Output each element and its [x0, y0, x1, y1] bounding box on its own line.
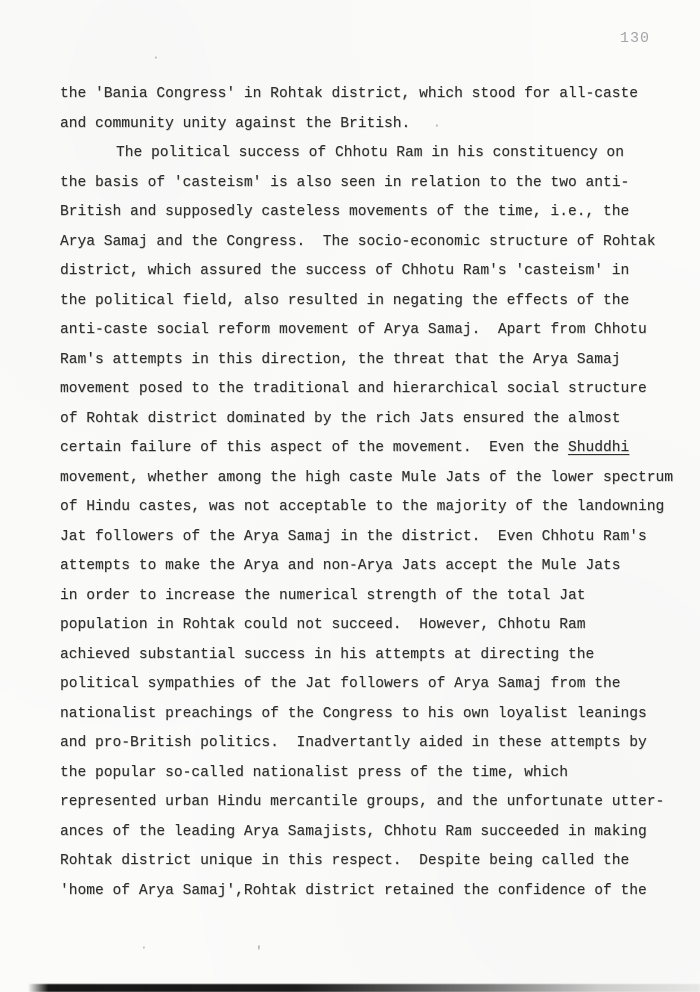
scan-speck-artifact: · — [152, 50, 160, 65]
text-line: achieved substantial success in his attempts at directing the — [60, 646, 595, 663]
text-line: Arya Samaj and the Congress. The socio-economic structure of Rohtak — [60, 233, 656, 250]
text-line: nationalist preachings of the Congress to his own loyalist leanings — [60, 705, 647, 722]
text-line: the political field, also resulted in negating the effects of the — [60, 292, 630, 309]
text-line: 'home of Arya Samaj',Rohtak district retained the confidence of the — [60, 882, 647, 899]
page-number: 130 — [619, 30, 650, 47]
scan-edge-shadow — [28, 984, 700, 992]
text-line: of Rohtak district dominated by the rich Jats ensured the almost — [60, 410, 621, 427]
text-line: district, which assured the success of Chhotu Ram's 'casteism' in — [60, 263, 630, 279]
text-line: movement, whether among the high caste Mule Jats of the lower spectrum — [60, 469, 674, 486]
text-line: the popular so-called nationalist press of the time, which — [60, 764, 568, 781]
underlined-term: Shuddhi — [567, 440, 630, 456]
text-line: attempts to make the Arya and non-Arya Jats accept the Mule Jats — [60, 558, 621, 574]
text-line: Jat followers of the Arya Samaj in the district. Even Chhotu Ram's — [60, 528, 647, 545]
text-line: and pro-British politics. Inadvertantly aided in these attempts by — [60, 735, 647, 751]
text-line: in order to increase the numerical strength of the total Jat — [60, 587, 586, 604]
scan-speck-artifact: ' — [255, 944, 263, 959]
text-line: represented urban Hindu mercantile groups, and the unfortunate utter- — [60, 794, 665, 810]
text-line: The political success of Chhotu Ram in his constituency on — [116, 145, 624, 161]
text-line: ances of the leading Arya Samajists, Chhotu Ram succeeded in making — [60, 823, 647, 840]
text-line: and community unity against the British. — [60, 115, 411, 132]
text-line: British and supposedly casteless movements of the time, i.e., the — [60, 204, 630, 220]
text-line: anti-caste social reform movement of Arya Samaj. Apart from Chhotu — [60, 322, 647, 338]
scan-speck-artifact: · — [140, 940, 148, 955]
text-line: the basis of 'casteism' is also seen in relation to the two anti- — [60, 174, 630, 191]
text-line: population in Rohtak could not succeed. However, Chhotu Ram — [60, 617, 586, 633]
typewritten-text-block — [60, 80, 696, 906]
scan-speck-artifact: · — [433, 118, 441, 133]
text-line: the 'Bania Congress' in Rohtak district, which stood for all-caste — [60, 86, 639, 102]
text-line: Rohtak district unique in this respect. Despite being called the — [60, 853, 630, 869]
text-line: Ram's attempts in this direction, the threat that the Arya Samaj — [60, 351, 621, 368]
text-line: certain failure of this aspect of the movement. Even the Shuddhi — [60, 440, 630, 456]
text-line: movement posed to the traditional and hierarchical social structure — [60, 381, 647, 397]
text-line: political sympathies of the Jat followers of Arya Samaj from the — [60, 676, 621, 692]
text-line: of Hindu castes, was not acceptable to the majority of the landowning — [60, 499, 665, 515]
